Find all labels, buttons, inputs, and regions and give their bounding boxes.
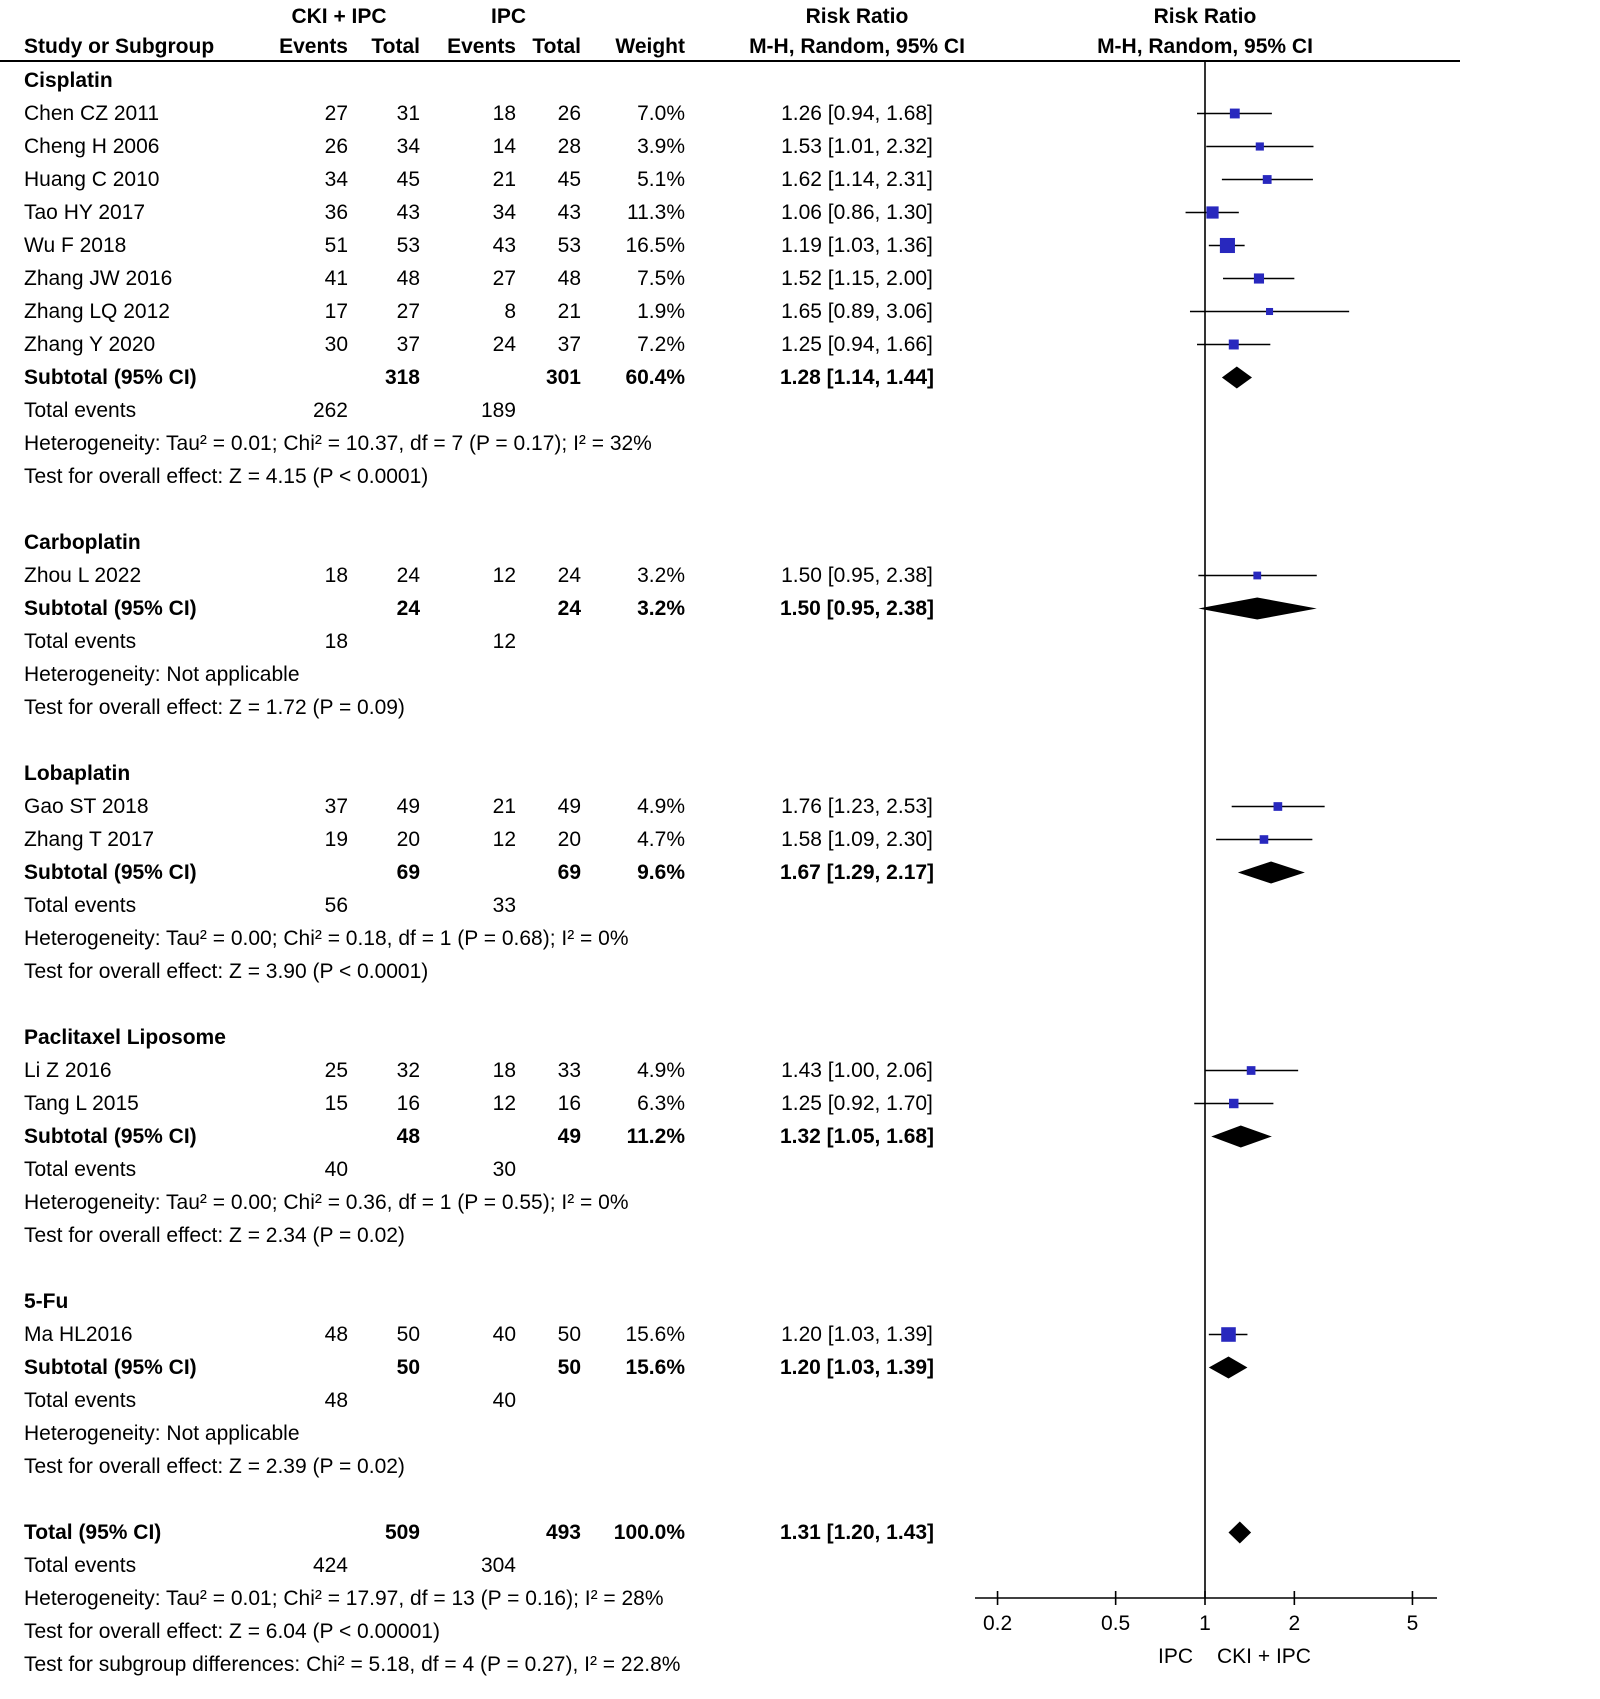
study-label: Huang C 2010 bbox=[24, 168, 160, 191]
total2-column-header: Total bbox=[532, 35, 581, 58]
total2-cell: 45 bbox=[557, 168, 581, 191]
ci-cell: 1.65 [0.89, 3.06] bbox=[781, 300, 933, 323]
total1-cell: 49 bbox=[396, 795, 420, 818]
total-label: Total (95% CI) bbox=[24, 1521, 162, 1544]
events2-cell: 24 bbox=[492, 333, 516, 356]
study-row bbox=[0, 97, 1600, 130]
overall-effect-row bbox=[0, 460, 1600, 493]
subtotal-total1-cell: 318 bbox=[384, 366, 420, 389]
weight-cell: 16.5% bbox=[625, 234, 685, 257]
subgroup-title: Paclitaxel Liposome bbox=[24, 1026, 226, 1049]
total-events-row bbox=[0, 1153, 1600, 1186]
heterogeneity-text: Heterogeneity: Not applicable bbox=[24, 1422, 300, 1445]
heterogeneity-row bbox=[0, 658, 1600, 691]
events1-cell: 51 bbox=[324, 234, 348, 257]
subtotal-total2-cell: 50 bbox=[557, 1356, 581, 1379]
total-events2-cell: 40 bbox=[492, 1389, 516, 1412]
overall-effect-text: Test for overall effect: Z = 3.90 (P < 0.0001) bbox=[24, 960, 429, 983]
study-row bbox=[0, 130, 1600, 163]
total-events-label: Total events bbox=[24, 1158, 137, 1181]
weight-cell: 3.2% bbox=[637, 564, 685, 587]
ci-cell: 1.50 [0.95, 2.38] bbox=[781, 564, 933, 587]
overall-effect-text: Test for overall effect: Z = 1.72 (P = 0.09) bbox=[24, 696, 405, 719]
total-events-label: Total events bbox=[24, 1389, 137, 1412]
ci-cell: 1.62 [1.14, 2.31] bbox=[781, 168, 933, 191]
events1-cell: 48 bbox=[324, 1323, 348, 1346]
spacer-row bbox=[0, 988, 1600, 1021]
heterogeneity-row bbox=[0, 922, 1600, 955]
study-column-header: Study or Subgroup bbox=[24, 35, 215, 58]
overall-effect-row bbox=[0, 1219, 1600, 1252]
events1-cell: 36 bbox=[324, 201, 348, 224]
subtotal-ci-cell: 1.28 [1.14, 1.44] bbox=[779, 366, 935, 389]
subtotal-row bbox=[0, 361, 1600, 394]
subtotal-weight-cell: 3.2% bbox=[637, 597, 685, 620]
spacer-row bbox=[0, 1483, 1600, 1516]
study-label: Chen CZ 2011 bbox=[24, 102, 160, 125]
axis-tick-label: 2 bbox=[1288, 1612, 1301, 1635]
total-events1-cell: 40 bbox=[324, 1158, 348, 1181]
events2-cell: 12 bbox=[492, 828, 516, 851]
events1-cell: 26 bbox=[324, 135, 348, 158]
total-total2-cell: 493 bbox=[545, 1521, 581, 1544]
subgroup-title-row bbox=[0, 1021, 1600, 1054]
weight-cell: 6.3% bbox=[637, 1092, 685, 1115]
weight-cell: 7.2% bbox=[637, 333, 685, 356]
ci-cell: 1.58 [1.09, 2.30] bbox=[781, 828, 933, 851]
study-row bbox=[0, 1318, 1600, 1351]
study-label: Li Z 2016 bbox=[24, 1059, 112, 1082]
subtotal-ci-cell: 1.32 [1.05, 1.68] bbox=[779, 1125, 935, 1148]
heterogeneity-text: Heterogeneity: Tau² = 0.00; Chi² = 0.36, df = 1 (P = 0.55); I² = 0% bbox=[24, 1191, 629, 1214]
subtotal-label: Subtotal (95% CI) bbox=[24, 1125, 197, 1148]
subtotal-total2-cell: 69 bbox=[557, 861, 581, 884]
overall-effect-text: Test for overall effect: Z = 6.04 (P < 0.00001) bbox=[24, 1620, 440, 1643]
total-events1-cell: 48 bbox=[324, 1389, 348, 1412]
overall-effect-row bbox=[0, 691, 1600, 724]
total-events-label: Total events bbox=[24, 894, 137, 917]
total2-cell: 24 bbox=[557, 564, 581, 587]
subgroup-title-row bbox=[0, 1285, 1600, 1318]
spacer-row bbox=[0, 724, 1600, 757]
table-header bbox=[0, 0, 1600, 62]
total2-cell: 33 bbox=[557, 1059, 581, 1082]
total-events-label: Total events bbox=[24, 399, 137, 422]
total1-cell: 48 bbox=[396, 267, 420, 290]
axis-tick-label: 0.2 bbox=[982, 1612, 1013, 1635]
total1-cell: 45 bbox=[396, 168, 420, 191]
weight-cell: 11.3% bbox=[627, 201, 685, 224]
total1-cell: 20 bbox=[396, 828, 420, 851]
total-total1-cell: 509 bbox=[384, 1521, 420, 1544]
total1-cell: 16 bbox=[396, 1092, 420, 1115]
heterogeneity-row bbox=[0, 1417, 1600, 1450]
subgroup-title-row bbox=[0, 757, 1600, 790]
study-row bbox=[0, 295, 1600, 328]
total2-cell: 48 bbox=[557, 267, 581, 290]
ci-cell: 1.20 [1.03, 1.39] bbox=[781, 1323, 933, 1346]
subtotal-weight-cell: 60.4% bbox=[625, 366, 685, 389]
subtotal-ci-cell: 1.67 [1.29, 2.17] bbox=[779, 861, 935, 884]
total1-cell: 32 bbox=[396, 1059, 420, 1082]
overall-effect-text: Test for overall effect: Z = 2.39 (P = 0.02) bbox=[24, 1455, 405, 1478]
subtotal-total1-cell: 69 bbox=[396, 861, 420, 884]
total2-cell: 49 bbox=[557, 795, 581, 818]
study-label: Cheng H 2006 bbox=[24, 135, 160, 158]
total2-cell: 43 bbox=[557, 201, 581, 224]
events1-cell: 27 bbox=[324, 102, 348, 125]
study-label: Wu F 2018 bbox=[24, 234, 127, 257]
ci-cell: 1.52 [1.15, 2.00] bbox=[781, 267, 933, 290]
study-row bbox=[0, 790, 1600, 823]
total2-cell: 53 bbox=[557, 234, 581, 257]
subtotal-total2-cell: 24 bbox=[557, 597, 581, 620]
events2-cell: 18 bbox=[492, 102, 516, 125]
subtotal-label: Subtotal (95% CI) bbox=[24, 597, 197, 620]
total-events1-cell: 262 bbox=[312, 399, 348, 422]
subtotal-ci-cell: 1.20 [1.03, 1.39] bbox=[779, 1356, 935, 1379]
weight-cell: 15.6% bbox=[625, 1323, 685, 1346]
subgroup-title-row bbox=[0, 526, 1600, 559]
events2-cell: 12 bbox=[492, 1092, 516, 1115]
events1-cell: 25 bbox=[324, 1059, 348, 1082]
total-events2-cell: 189 bbox=[480, 399, 516, 422]
weight-cell: 5.1% bbox=[637, 168, 685, 191]
events2-cell: 21 bbox=[492, 795, 516, 818]
spacer-row bbox=[0, 1252, 1600, 1285]
events1-cell: 34 bbox=[324, 168, 348, 191]
events2-cell: 40 bbox=[492, 1323, 516, 1346]
events2-cell: 34 bbox=[492, 201, 516, 224]
weight-cell: 4.9% bbox=[637, 795, 685, 818]
events1-cell: 41 bbox=[324, 267, 348, 290]
study-label: Zhang T 2017 bbox=[24, 828, 154, 851]
subtotal-total1-cell: 50 bbox=[396, 1356, 420, 1379]
total-events2-cell: 304 bbox=[480, 1554, 516, 1577]
subgroup-title-row bbox=[0, 64, 1600, 97]
events2-cell: 27 bbox=[492, 267, 516, 290]
total-events-label: Total events bbox=[24, 1554, 137, 1577]
total-events-row bbox=[0, 1549, 1600, 1582]
subtotal-weight-cell: 9.6% bbox=[637, 861, 685, 884]
study-row bbox=[0, 163, 1600, 196]
ci-cell: 1.25 [0.94, 1.66] bbox=[781, 333, 933, 356]
study-label: Tao HY 2017 bbox=[24, 201, 146, 224]
total2-cell: 28 bbox=[557, 135, 581, 158]
heterogeneity-text: Heterogeneity: Tau² = 0.01; Chi² = 17.97, df = 13 (P = 0.16); I² = 28% bbox=[24, 1587, 664, 1610]
ci-cell: 1.53 [1.01, 2.32] bbox=[781, 135, 933, 158]
subtotal-label: Subtotal (95% CI) bbox=[24, 1356, 197, 1379]
total-events1-cell: 18 bbox=[324, 630, 348, 653]
subgroup-title: Cisplatin bbox=[24, 69, 113, 92]
weight-column-header: Weight bbox=[615, 35, 685, 58]
weight-cell: 1.9% bbox=[637, 300, 685, 323]
heterogeneity-row bbox=[0, 1582, 1600, 1615]
study-row bbox=[0, 1054, 1600, 1087]
events1-column-header: Events bbox=[279, 35, 348, 58]
total1-cell: 31 bbox=[396, 102, 420, 125]
weight-cell: 3.9% bbox=[637, 135, 685, 158]
subtotal-label: Subtotal (95% CI) bbox=[24, 861, 197, 884]
study-row bbox=[0, 823, 1600, 856]
subtotal-row bbox=[0, 1120, 1600, 1153]
study-row bbox=[0, 1087, 1600, 1120]
study-row bbox=[0, 229, 1600, 262]
events2-cell: 14 bbox=[492, 135, 516, 158]
study-row bbox=[0, 559, 1600, 592]
total1-cell: 50 bbox=[396, 1323, 420, 1346]
total2-cell: 26 bbox=[557, 102, 581, 125]
overall-effect-row bbox=[0, 1450, 1600, 1483]
subgroup-title: Carboplatin bbox=[24, 531, 141, 554]
ci-cell: 1.76 [1.23, 2.53] bbox=[781, 795, 933, 818]
group1-header: CKI + IPC bbox=[291, 5, 387, 28]
subtotal-weight-cell: 11.2% bbox=[626, 1125, 685, 1148]
effect-header-right: Risk Ratio bbox=[1153, 5, 1257, 28]
events1-cell: 18 bbox=[324, 564, 348, 587]
subtotal-row bbox=[0, 592, 1600, 625]
total1-column-header: Total bbox=[371, 35, 420, 58]
heterogeneity-text: Heterogeneity: Not applicable bbox=[24, 663, 300, 686]
axis-right-label: CKI + IPC bbox=[1217, 1645, 1311, 1668]
subtotal-label: Subtotal (95% CI) bbox=[24, 366, 197, 389]
subgroup-diff-row bbox=[0, 1648, 1600, 1681]
overall-effect-row bbox=[0, 955, 1600, 988]
subtotal-total1-cell: 24 bbox=[396, 597, 420, 620]
events1-cell: 15 bbox=[324, 1092, 348, 1115]
total1-cell: 24 bbox=[396, 564, 420, 587]
total-events-label: Total events bbox=[24, 630, 137, 653]
weight-cell: 4.7% bbox=[637, 828, 685, 851]
total1-cell: 53 bbox=[396, 234, 420, 257]
axis-tick-label: 5 bbox=[1406, 1612, 1419, 1635]
subgroup-title: 5-Fu bbox=[24, 1290, 69, 1313]
total2-cell: 21 bbox=[557, 300, 581, 323]
total1-cell: 27 bbox=[396, 300, 420, 323]
axis-left-label: IPC bbox=[1157, 1645, 1193, 1668]
events2-column-header: Events bbox=[447, 35, 516, 58]
total-events2-cell: 12 bbox=[492, 630, 516, 653]
weight-cell: 4.9% bbox=[637, 1059, 685, 1082]
subtotal-row bbox=[0, 1351, 1600, 1384]
group2-header: IPC bbox=[490, 5, 526, 28]
study-label: Tang L 2015 bbox=[24, 1092, 139, 1115]
events1-cell: 30 bbox=[324, 333, 348, 356]
study-row bbox=[0, 196, 1600, 229]
overall-effect-row bbox=[0, 1615, 1600, 1648]
total-events-row bbox=[0, 625, 1600, 658]
total-weight-cell: 100.0% bbox=[613, 1521, 685, 1544]
study-label: Zhang JW 2016 bbox=[24, 267, 173, 290]
events1-cell: 37 bbox=[324, 795, 348, 818]
total-events-row bbox=[0, 889, 1600, 922]
total-events1-cell: 424 bbox=[312, 1554, 348, 1577]
subtotal-total1-cell: 48 bbox=[396, 1125, 420, 1148]
events2-cell: 43 bbox=[492, 234, 516, 257]
ci-cell: 1.26 [0.94, 1.68] bbox=[781, 102, 933, 125]
total-events1-cell: 56 bbox=[324, 894, 348, 917]
overall-effect-text: Test for overall effect: Z = 4.15 (P < 0.0001) bbox=[24, 465, 429, 488]
events2-cell: 21 bbox=[492, 168, 516, 191]
total-events2-cell: 30 bbox=[492, 1158, 516, 1181]
study-row bbox=[0, 328, 1600, 361]
subgroup-title: Lobaplatin bbox=[24, 762, 131, 785]
total2-cell: 37 bbox=[557, 333, 581, 356]
axis-tick-label: 1 bbox=[1199, 1612, 1211, 1635]
total-events-row bbox=[0, 394, 1600, 427]
heterogeneity-row bbox=[0, 427, 1600, 460]
ci-cell: 1.19 [1.03, 1.36] bbox=[781, 234, 933, 257]
events2-cell: 18 bbox=[492, 1059, 516, 1082]
effect-header-left: Risk Ratio bbox=[805, 5, 909, 28]
total1-cell: 34 bbox=[396, 135, 420, 158]
subtotal-row bbox=[0, 856, 1600, 889]
weight-cell: 7.5% bbox=[637, 267, 685, 290]
spacer-row bbox=[0, 493, 1600, 526]
total-events2-cell: 33 bbox=[492, 894, 516, 917]
study-label: Zhang Y 2020 bbox=[24, 333, 156, 356]
overall-effect-text: Test for overall effect: Z = 2.34 (P = 0.02) bbox=[24, 1224, 405, 1247]
total2-cell: 50 bbox=[557, 1323, 581, 1346]
method-column-header-left: M-H, Random, 95% CI bbox=[749, 35, 965, 58]
heterogeneity-row bbox=[0, 1186, 1600, 1219]
study-row bbox=[0, 262, 1600, 295]
heterogeneity-text: Heterogeneity: Tau² = 0.00; Chi² = 0.18, df = 1 (P = 0.68); I² = 0% bbox=[24, 927, 629, 950]
subtotal-ci-cell: 1.50 [0.95, 2.38] bbox=[779, 597, 935, 620]
table-body bbox=[0, 64, 1600, 1681]
events2-cell: 8 bbox=[504, 300, 516, 323]
subgroup-diff-text: Test for subgroup differences: Chi² = 5.18, df = 4 (P = 0.27), I² = 22.8% bbox=[24, 1653, 681, 1676]
total2-cell: 16 bbox=[557, 1092, 581, 1115]
total1-cell: 37 bbox=[396, 333, 420, 356]
heterogeneity-text: Heterogeneity: Tau² = 0.01; Chi² = 10.37, df = 7 (P = 0.17); I² = 32% bbox=[24, 432, 652, 455]
total-events-row bbox=[0, 1384, 1600, 1417]
method-column-header-right: M-H, Random, 95% CI bbox=[1097, 35, 1313, 58]
events1-cell: 19 bbox=[324, 828, 348, 851]
ci-cell: 1.25 [0.92, 1.70] bbox=[781, 1092, 933, 1115]
axis-tick-label: 0.5 bbox=[1101, 1612, 1131, 1635]
study-label: Ma HL2016 bbox=[24, 1323, 133, 1346]
total1-cell: 43 bbox=[396, 201, 420, 224]
total-row bbox=[0, 1516, 1600, 1549]
weight-cell: 7.0% bbox=[637, 102, 685, 125]
study-label: Zhou L 2022 bbox=[24, 564, 142, 587]
study-label: Gao ST 2018 bbox=[24, 795, 149, 818]
subtotal-weight-cell: 15.6% bbox=[625, 1356, 685, 1379]
events2-cell: 12 bbox=[492, 564, 516, 587]
subtotal-total2-cell: 49 bbox=[557, 1125, 581, 1148]
events1-cell: 17 bbox=[324, 300, 348, 323]
total2-cell: 20 bbox=[557, 828, 581, 851]
subtotal-total2-cell: 301 bbox=[545, 366, 581, 389]
ci-cell: 1.06 [0.86, 1.30] bbox=[781, 201, 933, 224]
study-label: Zhang LQ 2012 bbox=[24, 300, 170, 323]
header-underline bbox=[0, 60, 1460, 62]
ci-cell: 1.43 [1.00, 2.06] bbox=[781, 1059, 933, 1082]
total-ci-cell: 1.31 [1.20, 1.43] bbox=[779, 1521, 935, 1544]
